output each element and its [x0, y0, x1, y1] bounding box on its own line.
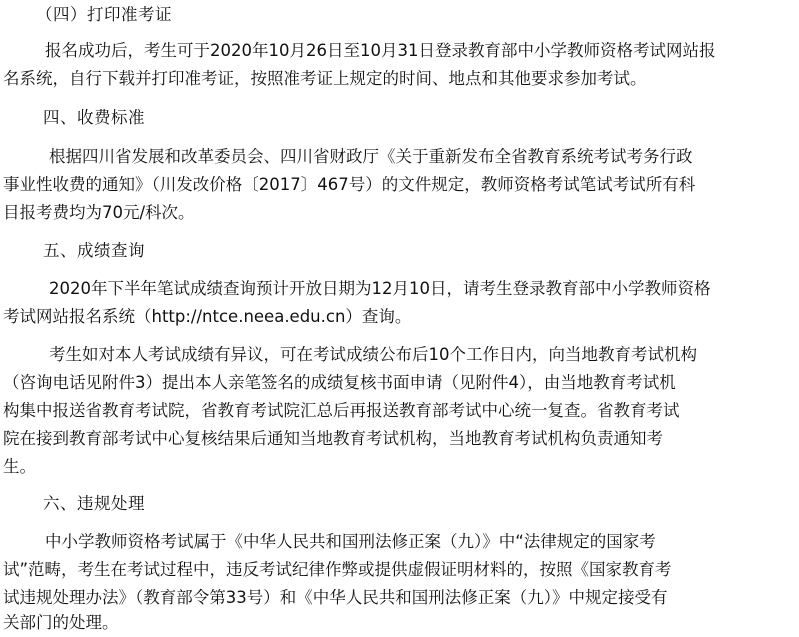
section-heading-fee-standard: 四、收费标准 — [43, 108, 145, 127]
paragraph-line: 试”范畴，考生在考试过程中，违反考试纪律作弊或提供虚假证明材料的，按照《国家教育考 — [3, 560, 672, 579]
paragraph-line: 事业性收费的通知》（川发改价格〔2017〕467号）的文件规定，教师资格考试笔试考试所有科 — [3, 175, 696, 194]
section-heading-score-inquiry: 五、成绩查询 — [43, 241, 145, 260]
paragraph-line: 2020年下半年笔试成绩查询预计开放日期为12月10日，请考生登录教育部中小学教师资格 — [49, 279, 711, 298]
paragraph-line: 关部门的处理。 — [3, 613, 119, 632]
paragraph-line: 院在接到教育部考试中心复核结果后通知当地教育考试机构，当地教育考试机构负责通知考 — [3, 429, 663, 448]
paragraph-line: （咨询电话见附件3）提出本人亲笔签名的成绩复核书面申请（见附件4），由当地教育考试机 — [3, 373, 676, 392]
paragraph-line: 根据四川省发展和改革委员会、四川省财政厅《关于重新发布全省教育系统考试考务行政 — [49, 147, 693, 166]
paragraph-line: 考试网站报名系统（http://ntce.neea.edu.cn）查询。 — [3, 307, 412, 326]
paragraph-line: 构集中报送省教育考试院，省教育考试院汇总后再报送教育部考试中心统一复查。省教育考试 — [3, 401, 680, 420]
section-heading-violation-handling: 六、违规处理 — [43, 494, 145, 513]
paragraph-line: 报名成功后，考生可于2020年10月26日至10月31日登录教育部中小学教师资格考试网站报 — [45, 41, 716, 60]
paragraph-line: 考生如对本人考试成绩有异议，可在考试成绩公布后10个工作日内，向当地教育考试机构 — [49, 345, 697, 364]
section-heading-print-admission-ticket: （四）打印准考证 — [36, 5, 172, 24]
paragraph-line: 试违规处理办法》（教育部令第33号）和《中华人民共和国刑法修正案（九）》中规定接受有 — [3, 588, 668, 607]
paragraph-line: 中小学教师资格考试属于《中华人民共和国刑法修正案（九）》中“法律规定的国家考 — [45, 532, 656, 551]
paragraph-line: 名系统，自行下载并打印准考证，按照准考证上规定的时间、地点和其他要求参加考试。 — [3, 69, 647, 88]
paragraph-line: 生。 — [3, 457, 36, 476]
paragraph-line: 目报考费均为70元/科次。 — [3, 203, 195, 222]
